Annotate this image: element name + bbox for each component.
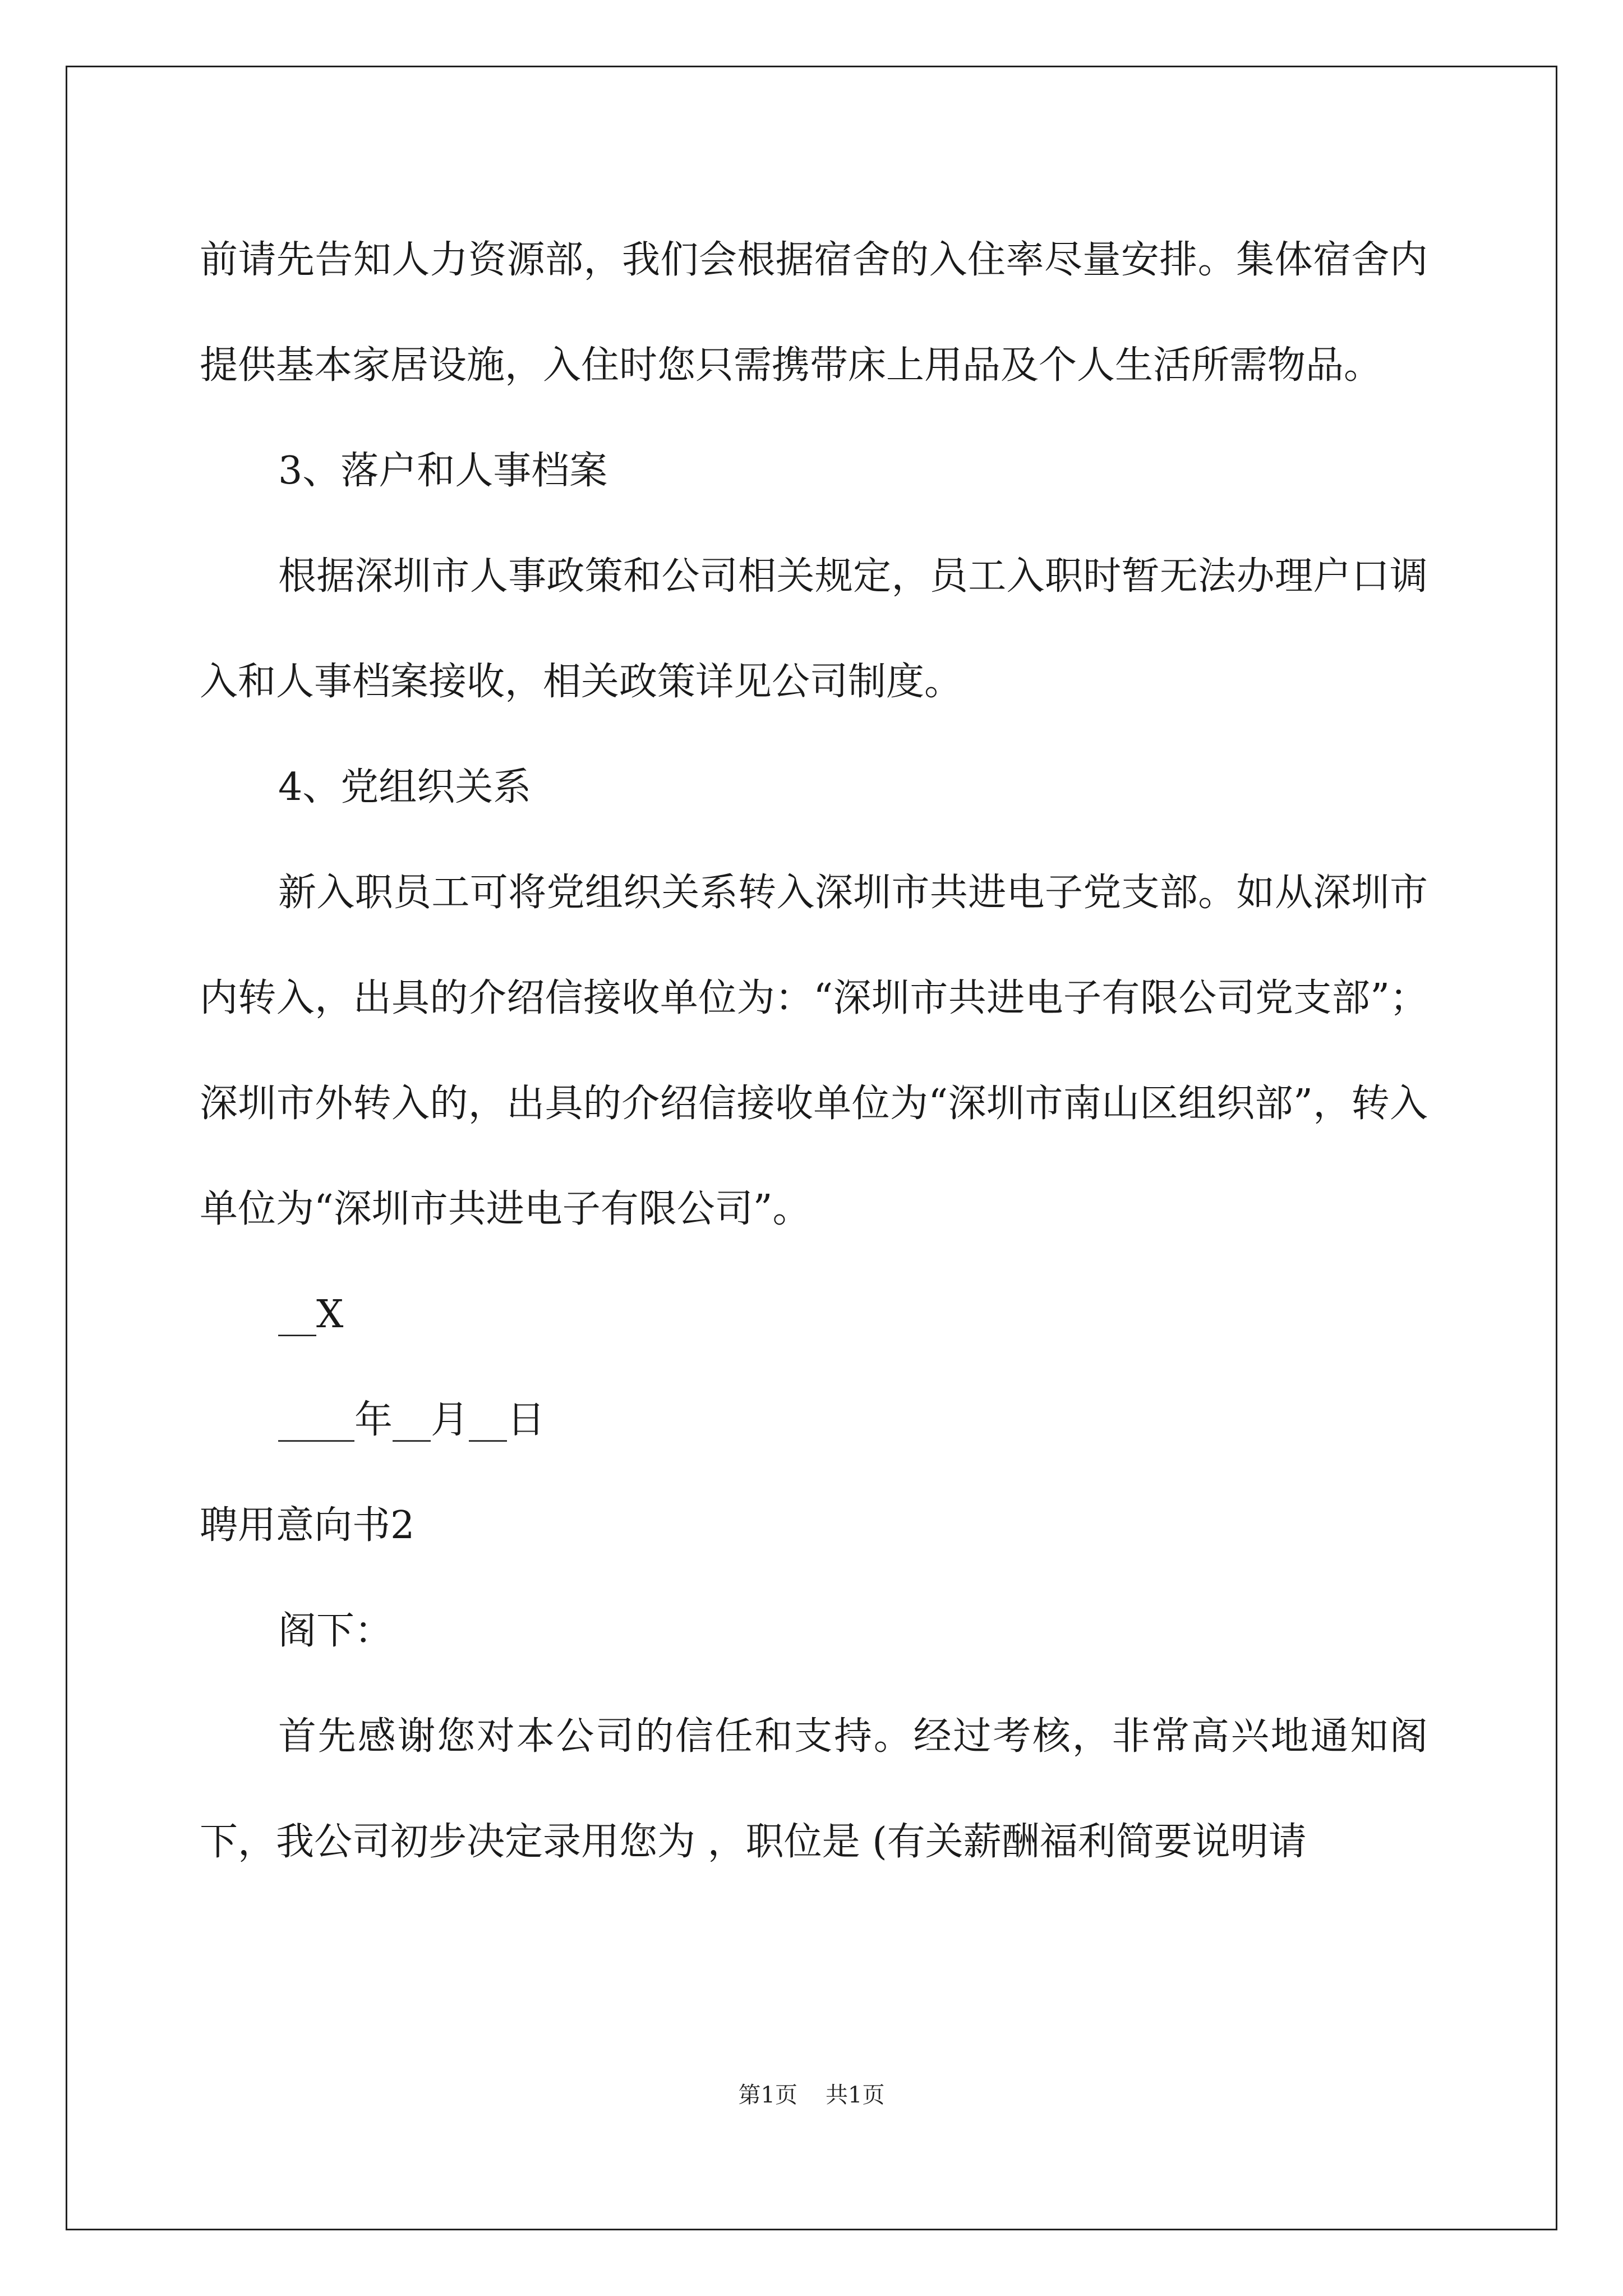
signature-line: __X (278, 1292, 344, 1337)
document-title-letter-of-intent: 聘用意向书2 (200, 1503, 415, 1548)
page-number: 第1页 (738, 2082, 797, 2108)
salutation: 阁下： (278, 1609, 393, 1653)
heading-household-registration: 3、落户和人事档案 (278, 449, 608, 493)
date-line: ____年__月__日 (278, 1398, 546, 1442)
paragraph-offer: 首先感谢您对本公司的信任和支持。经过考核，非常高兴地通知阁下，我公司初步决定录用您为 ，职位是 (有关薪酬福利简要说明请 (200, 1714, 1428, 1864)
paragraph-dormitory: 前请先告知人力资源部，我们会根据宿舍的入住率尽量安排。集体宿舍内提供基本家居设施，入住时您只需携带床上用品及个人生活所需物品。 (200, 238, 1428, 388)
page-footer (0, 2078, 1623, 2112)
paragraph-household-registration: 根据深圳市人事政策和公司相关规定，员工入职时暂无法办理户口调入和人事档案接收，相关政策详见公司制度。 (200, 554, 1428, 704)
paragraph-party-relations: 新入职员工可将党组织关系转入深圳市共进电子党支部。如从深圳市内转入，出具的介绍信接收单位为：“深圳市共进电子有限公司党支部”；深圳市外转入的，出具的介绍信接收单位为“深圳市南山区组织部”，转入单位为“深圳市共进电子有限公司”。 (200, 871, 1428, 1231)
heading-party-relations: 4、党组织关系 (278, 765, 532, 809)
document-body (200, 208, 1428, 1895)
page-total: 共1页 (826, 2082, 885, 2108)
